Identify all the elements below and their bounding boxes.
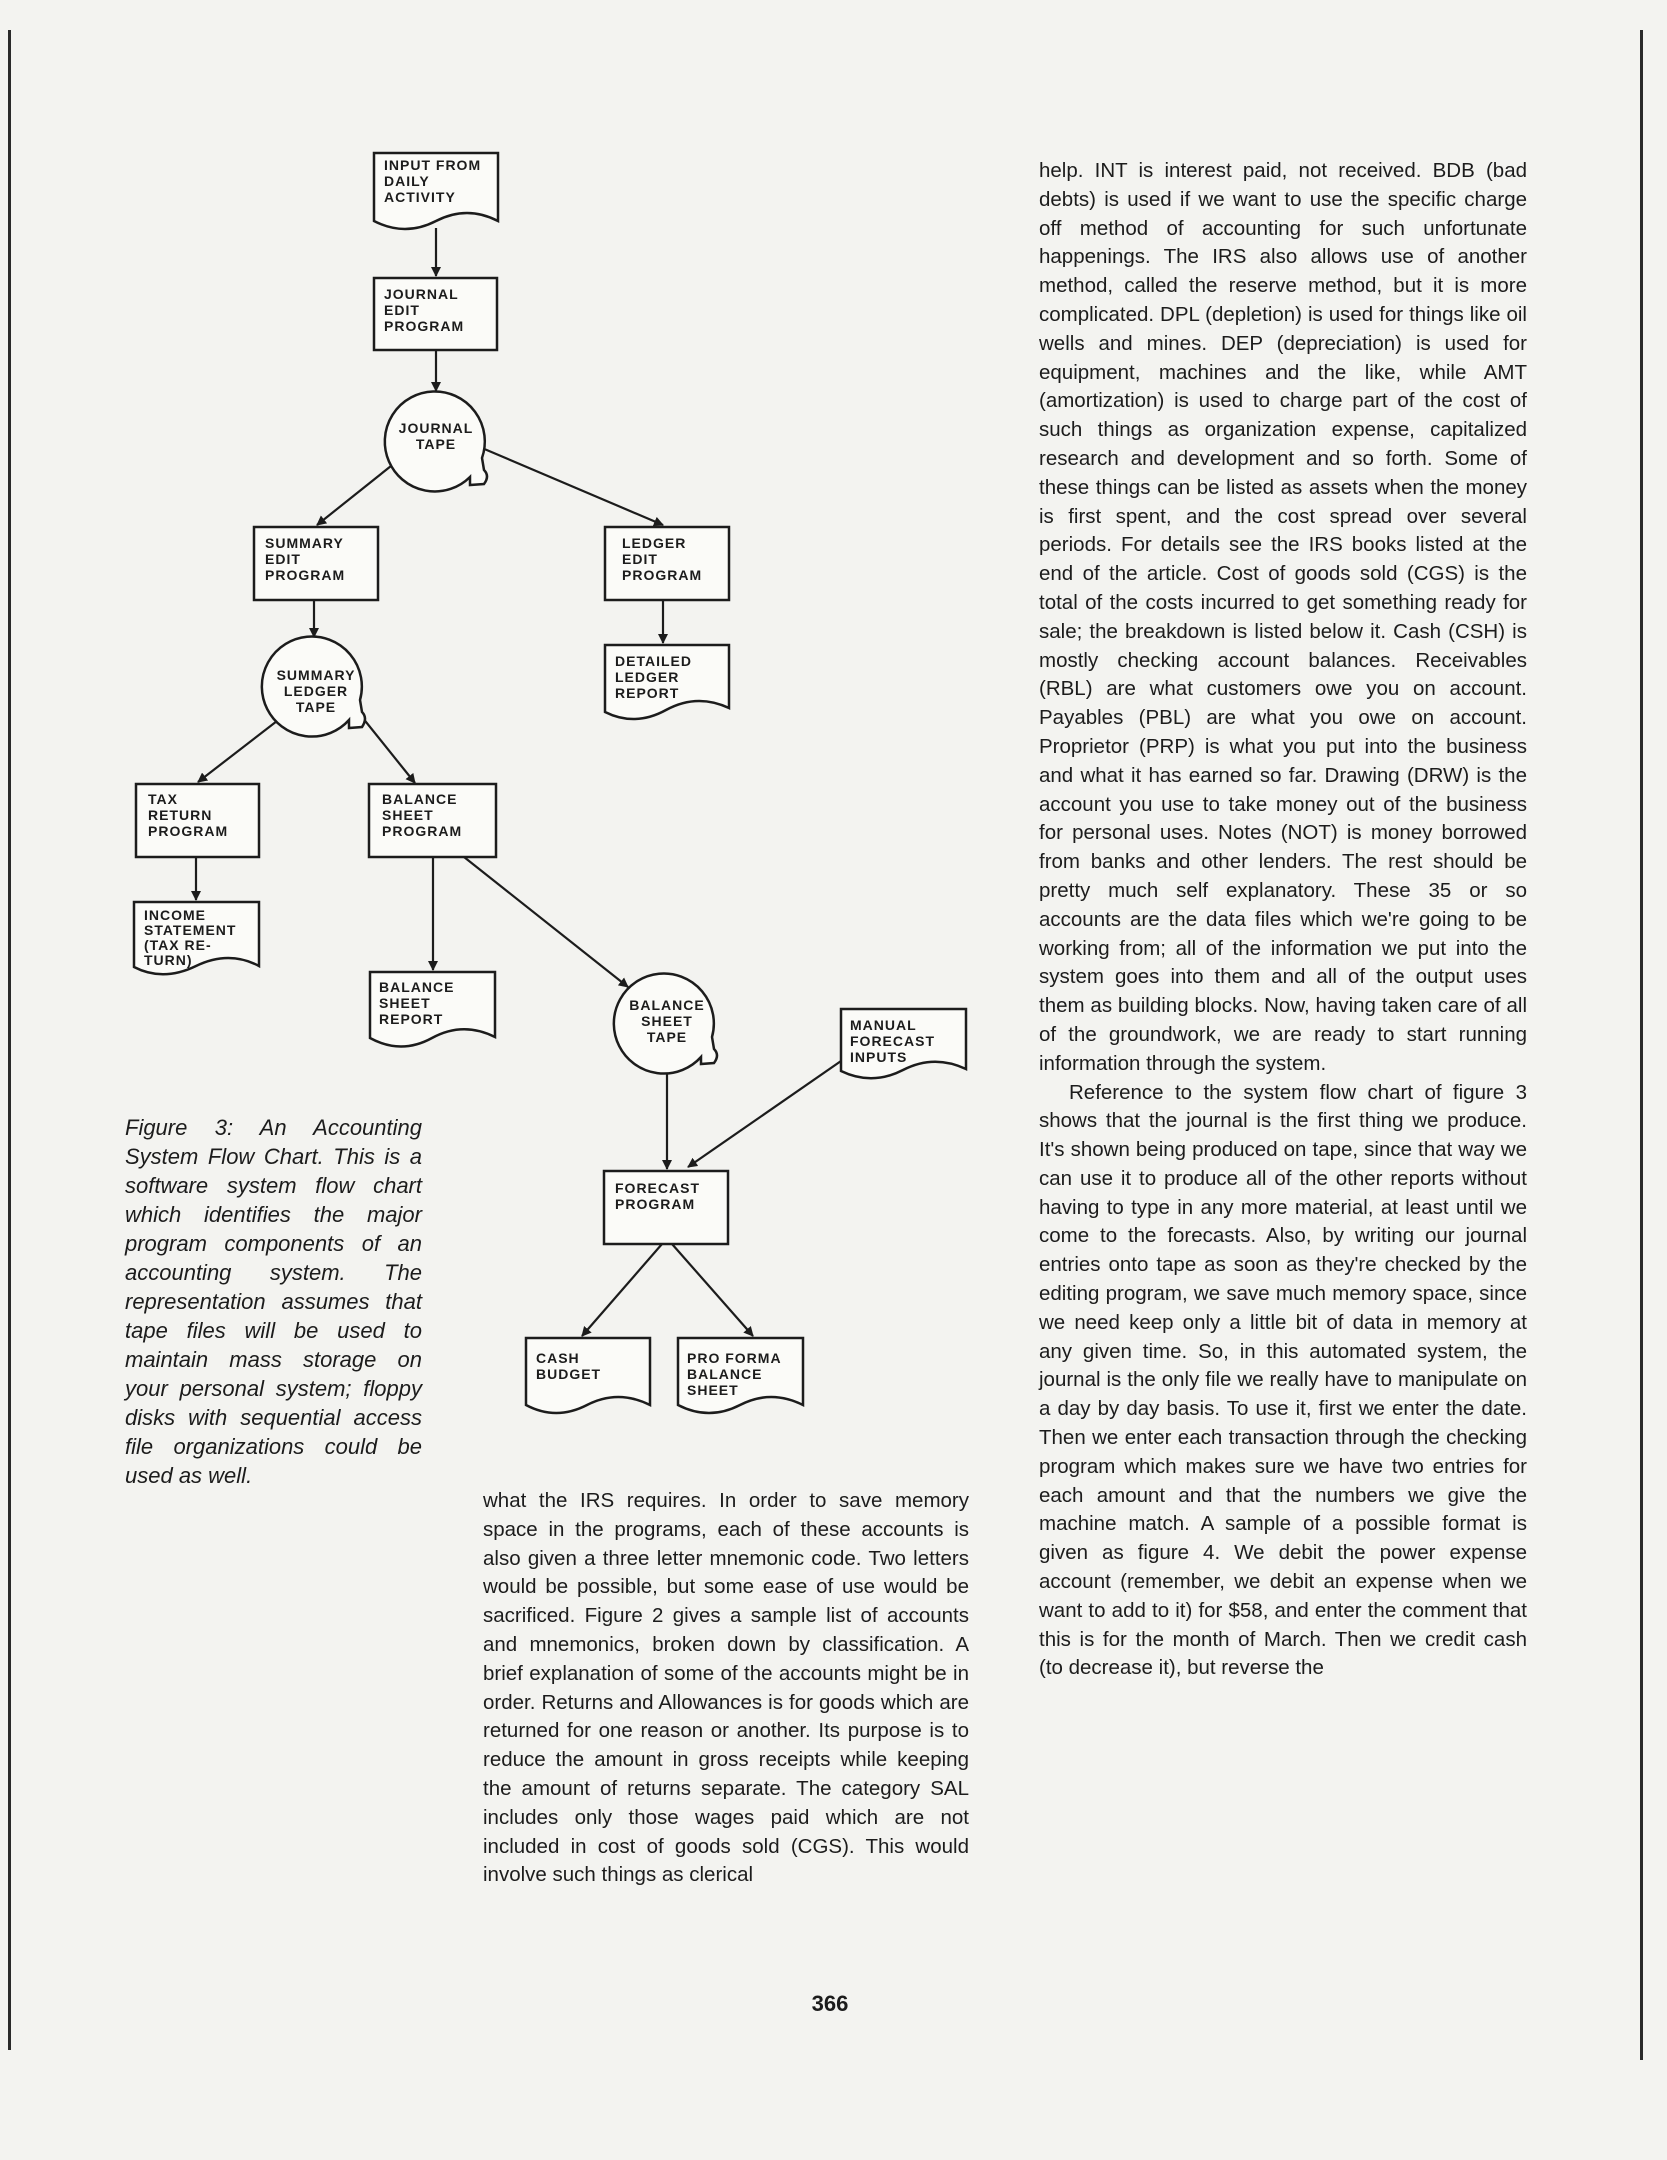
article-paragraph: what the IRS requires. In order to save memory space in the programs, each of these accounts is also given a three letter mnemonic code. Two letters would be possible, but some ease of use would be sacrificed. Figure 2 gives a sample list of accounts and mnemonics, broken down by classification. A brief explanation of some of the accounts might be in order. Returns and Allowances is for goods which are returned for one reason or another. Its purpose is to reduce the amount in gross receipts while keeping the amount of returns separate. The category SAL includes only those wages paid which are not included in cost of goods sold (CGS). This would involve such things as clerical xyxy=(483,1489,969,1887)
article-paragraph: Reference to the system flow chart of figure 3 shows that the journal is the first thing we produce. It's shown being produced on tape, since that way we can use it to produce all of the other reports without having to type in any more material, at least until we come to the forecasts. Also, by writing our journal entries onto tape as soon as they're checked by the editing program, we save much memory space, since we need keep only a little bit of data in memory at any given time. So, in this automated system, the journal is the only file we really have to manipulate on a day by day basis. To use it, first we enter the date. Then we enter each transaction through the checking program which makes sure we have two entries for each amount and that the numbers we give the machine match. A sample of a possible format is given as figure 4. We debit the power expense account (remember, we debit an expense when we want to add to it) for $58, and enter the comment that this is for the month of March. Then we credit cash (to decrease it), but reverse the xyxy=(1039,1080,1527,1680)
node-journal-tape-line: JOURNAL xyxy=(398,420,474,436)
node-summary-ledger-tape-line: SUMMARY xyxy=(276,667,356,683)
node-ledger-edit-program-line: PROGRAM xyxy=(622,567,703,583)
node-forecast-program-line: FORECAST xyxy=(615,1180,700,1196)
node-summary-ledger-tape-line: LEDGER xyxy=(283,683,349,699)
edge-summary-tape-to-balance-sheet-program xyxy=(362,717,415,783)
node-journal-tape xyxy=(385,391,487,491)
node-manual-forecast-inputs-line: INPUTS xyxy=(850,1049,908,1065)
node-tax-return-program-line: RETURN xyxy=(148,807,213,823)
page-number: 366 xyxy=(811,1991,849,2016)
edge-balance-sheet-program-to-tape xyxy=(464,857,628,987)
node-summary-ledger-tape-line: TAPE xyxy=(295,699,337,715)
node-detailed-ledger-report xyxy=(605,645,729,719)
node-balance-sheet-program-line: PROGRAM xyxy=(382,823,463,839)
node-journal-edit-program-line: JOURNAL xyxy=(384,286,459,302)
node-input-daily-activity-line: ACTIVITY xyxy=(384,189,456,205)
node-journal-edit-program-line: EDIT xyxy=(384,302,420,318)
node-pro-forma-balance-sheet xyxy=(678,1338,803,1413)
node-balance-sheet-program-line: BALANCE xyxy=(382,791,458,807)
edge-forecast-to-cash-budget xyxy=(582,1244,662,1336)
node-cash-budget xyxy=(526,1338,650,1413)
node-balance-sheet-program xyxy=(369,784,496,857)
article-column-middle xyxy=(483,1487,969,1890)
figure-caption: Figure 3: An Accounting System Flow Chart. This is a software system flow chart which identifies the major program components of an accounting system. The representation assumes that tape files will be used to maintain mass storage on your personal system; floppy disks with sequential access file organizations could be used as well. xyxy=(125,1115,422,1488)
node-income-statement-line: TURN) xyxy=(144,952,193,968)
node-balance-sheet-tape-line: TAPE xyxy=(646,1029,688,1045)
node-ledger-edit-program-line: LEDGER xyxy=(622,535,687,551)
node-summary-edit-program-line: EDIT xyxy=(265,551,301,567)
node-tax-return-program-line: TAX xyxy=(148,791,178,807)
node-detailed-ledger-report-line: DETAILED xyxy=(615,653,692,669)
node-input-daily-activity-line: INPUT FROM xyxy=(384,157,482,173)
edge-summary-tape-to-tax-return xyxy=(198,721,277,782)
edge-forecast-to-pro-forma xyxy=(672,1244,753,1336)
node-journal-edit-program xyxy=(374,278,497,350)
node-summary-edit-program-line: SUMMARY xyxy=(265,535,344,551)
edge-journal-tape-to-summary-edit xyxy=(317,462,396,525)
node-pro-forma-balance-sheet-line: SHEET xyxy=(687,1382,739,1398)
node-journal-edit-program-line: PROGRAM xyxy=(384,318,465,334)
node-summary-edit-program-line: PROGRAM xyxy=(265,567,346,583)
node-manual-forecast-inputs-line: FORECAST xyxy=(850,1033,935,1049)
node-summary-ledger-tape xyxy=(262,637,365,737)
node-balance-sheet-report xyxy=(370,972,495,1047)
node-cash-budget-line: BUDGET xyxy=(536,1366,602,1382)
article-paragraph: help. INT is interest paid, not received. BDB (bad debts) is used if we want to use the specific charge off method of accounting for such unfortunate happenings. The IRS also allows use of another method, called the reserve method, but it is more complicated. DPL (depletion) is used for things like oil wells and mines. DEP (depreciation) is used for equipment, machines and the like, while AMT (amortization) is used to charge part of the cost of such things as organization expense, capitalized research and development and so forth. Some of these things can be listed as assets when the money is first spent, and the cost spread over several periods. For details see the IRS books listed at the end of the article. Cost of goods sold (CGS) is the total of the costs incurred to get something ready for sale; the breakdown is listed below it. Cash (CSH) is mostly checking account balances. Receivables (RBL) are what customers owe you on account. Payables (PBL) are what you owe on account. Proprietor (PRP) is what you put into the business and what it has earned so far. Drawing (DRW) is the account you use to take money out of the business for personal uses. Notes (NOT) is money borrowed from banks and other lenders. The rest should be pretty much self explanatory. These 35 or so accounts are the data files which we're going to be working from; all of the information we put into the system goes into them and all of the output uses them as building blocks. Now, having taken care of all of the groundwork, we are ready to start running information through the system. xyxy=(1039,159,1527,1075)
node-balance-sheet-tape-line: SHEET xyxy=(641,1013,693,1029)
node-input-daily-activity xyxy=(374,153,498,229)
node-detailed-ledger-report-line: LEDGER xyxy=(615,669,680,685)
node-income-statement-line: STATEMENT xyxy=(144,922,237,938)
node-detailed-ledger-report-line: REPORT xyxy=(615,685,680,701)
node-tax-return-program xyxy=(136,784,259,857)
edge-journal-tape-to-ledger-edit xyxy=(482,448,663,525)
node-income-statement xyxy=(134,902,259,974)
node-pro-forma-balance-sheet-line: BALANCE xyxy=(687,1366,763,1382)
node-ledger-edit-program-line: EDIT xyxy=(622,551,658,567)
node-input-daily-activity-line: DAILY xyxy=(384,173,430,189)
node-manual-forecast-inputs xyxy=(841,1009,966,1078)
node-manual-forecast-inputs-line: MANUAL xyxy=(850,1017,917,1033)
node-pro-forma-balance-sheet-line: PRO FORMA xyxy=(687,1350,782,1366)
node-balance-sheet-report-line: SHEET xyxy=(379,995,431,1011)
article-column-right xyxy=(1039,157,1527,1683)
node-summary-edit-program xyxy=(254,527,378,600)
node-balance-sheet-program-line: SHEET xyxy=(382,807,434,823)
node-balance-sheet-tape xyxy=(614,974,717,1074)
node-forecast-program-line: PROGRAM xyxy=(615,1196,696,1212)
node-balance-sheet-report-line: BALANCE xyxy=(379,979,455,995)
node-tax-return-program-line: PROGRAM xyxy=(148,823,229,839)
node-journal-tape-line: TAPE xyxy=(415,436,457,452)
node-ledger-edit-program xyxy=(605,527,729,600)
node-balance-sheet-tape-line: BALANCE xyxy=(629,997,705,1013)
node-income-statement-line: (TAX RE- xyxy=(144,937,212,953)
node-forecast-program xyxy=(604,1171,728,1244)
node-cash-budget-line: CASH xyxy=(536,1350,580,1366)
node-income-statement-line: INCOME xyxy=(144,907,206,923)
node-balance-sheet-report-line: REPORT xyxy=(379,1011,444,1027)
